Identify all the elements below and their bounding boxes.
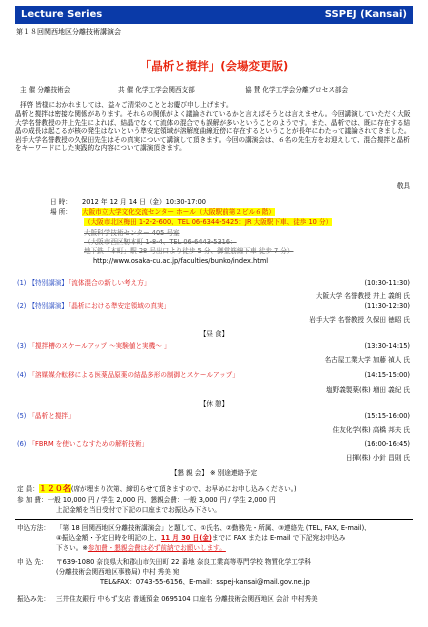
deadline: 11 月 30 日(金) <box>160 534 212 542</box>
program-item-2: (2) 【特別講演】「晶析における準安定領域の真実」 <box>17 302 171 310</box>
meeting-name: 第１８回関西地区分離技術講演会 <box>16 28 121 36</box>
venue-line-1: 大阪市立大学文化交流センター ホール（大阪駅前第２ビル６階） <box>82 208 275 216</box>
intro-paragraph: 晶析と撹拌は密接な関係があります。それらの関係がよく議論されているかと言えばそうとは言えません。今回講演していただく大阪大学名誉教授の井上先生によれば、結晶でなくて流体の混合でも誤解が多いということのようです。また、晶析では、既に存在する結晶の成長は起こるが核の発生はないという準安定領域が溶解度曲線近傍に存在するということが長年にわたって議論されてきました。岩手大学名誉教授の久保田先生はその真実について講演して頂きます。今回の講演会は、６名の先生方をお迎えして、混合撹拌と晶析をキーワードにした実践的な内容について講演頂きます。 <box>15 110 411 153</box>
series-label: Lecture Series <box>21 9 103 20</box>
venue-label: 場 所： <box>50 208 72 216</box>
closing: 敬具 <box>396 182 410 190</box>
program-speaker-5: 住友化学(株) 高橋 邦夫 氏 <box>332 426 410 434</box>
fee-row: 参 加 費：一般 10,000 円 / 学生 2,000 円、懇親会費：一般 3,000 円 / 学生 2,000 円 <box>17 496 276 504</box>
page-title: 「晶析と撹拌」(会場変更版) <box>139 59 289 73</box>
cosponsor-2: 協 賛 化学工学会分離プロセス部会 <box>245 86 349 94</box>
social-gathering: 【懇 親 会】 ※ 別途連絡予定 <box>170 469 258 477</box>
rest-break: 【休 憩】 <box>199 400 229 408</box>
program-time-2: (11:30-12:30) <box>364 302 410 310</box>
program-item-5: (5) 「晶析と撹拌」 <box>17 412 75 420</box>
event-date: 2012 年 12 月 14 日（金）10:30-17:00 <box>82 198 206 206</box>
capacity-value: １２０名 <box>38 484 71 493</box>
lunch-break: 【昼 食】 <box>199 330 229 338</box>
apply-line-3: 下さい。※参加費・懇親会費は必ず前納でお願いします。 <box>56 544 226 552</box>
greeting: 拝啓 皆様におかれましては、益々ご清栄のこととお慶び申し上げます。 <box>20 101 233 109</box>
program-item-6: (6) 「FBRM を使いこなすための解析技術」 <box>17 440 149 448</box>
contact-label: 申 込 先： <box>17 558 48 566</box>
header-banner <box>15 6 413 24</box>
program-speaker-3: 名古屋工業大学 加藤 禎人 氏 <box>324 356 410 364</box>
bank-info: 三井住友銀行 中もず支店 普通預金 0695104 口座名 分離技術会関西地区 会計 中村秀美 <box>56 595 318 603</box>
prepay-note: 参加費・懇親会費は必ず前納でお願いします。 <box>87 544 226 552</box>
apply-line-1: 「第 18 回関西地区分離技術講演会」と題して、①氏名、②勤務先・所属、③連絡先 (TEL, FAX, E-mail)、 <box>56 524 371 532</box>
apply-line-2: ④振込金額・予定日時を明記の上、11 月 30 日(金)までに FAX または E-mail で下記宛お申込み <box>56 534 346 542</box>
contact-line-1: 〒639-1080 奈良県大和郡山市矢田町 22 番地 奈良工業高等専門学校 物質化学工学科 <box>56 558 312 566</box>
program-speaker-4: 塩野義製薬(株) 増田 義紀 氏 <box>326 386 410 394</box>
venue-url[interactable]: http://www.osaka-cu.ac.jp/faculties/bunko/index.html <box>93 257 269 265</box>
contact-line-3[interactable]: TEL&FAX：0743-55-6156、E-mail：sspej-kansai@mail.gov.ne.jp <box>100 578 310 586</box>
program-time-1: (10:30-11:30) <box>364 279 410 287</box>
divider <box>15 519 413 520</box>
program-time-6: (16:00-16:45) <box>364 440 410 448</box>
cosponsor-1: 共 催 化学工学会関西支部 <box>118 86 195 94</box>
old-venue-2: （大阪市西区靭本町 1-8-4、TEL 06-6443-5316： <box>84 238 237 246</box>
fee-note: 上記金額を当日受付で下記の口座までお振込み下さい。 <box>56 506 221 514</box>
venue-line-2: （大阪市北区梅田 1-2-2-600、TEL 06-6344-5425：JR 大阪駅下車、徒歩 10 分） <box>84 218 333 226</box>
organization-label: SSPEJ (Kansai) <box>324 9 407 20</box>
program-item-4: (4) 「溶媒媒介転移による医薬品原薬の結晶多形の制御とスケールアップ」 <box>17 371 239 379</box>
program-speaker-1: 大阪大学 名誉教授 井上 義朗 氏 <box>315 292 410 300</box>
program-time-3: (13:30-14:15) <box>364 342 410 350</box>
program-item-3: (3) 「撹拌槽のスケールアップ ～実験値と実機～ 」 <box>17 342 171 350</box>
contact-line-2: (分離技術会関西地区事務局) 中村 秀美 宛 <box>56 568 180 576</box>
capacity-row: 定 員：１２０名(席が埋まり次第、締切らせて頂きますので、お早めにお申し込みください。) <box>17 484 297 493</box>
date-label: 日 時： <box>50 198 72 206</box>
sponsor: 主 催 分離技術会 <box>20 86 71 94</box>
bank-label: 振込み先： <box>17 595 50 603</box>
program-time-5: (15:15-16:00) <box>364 412 410 420</box>
apply-label: 申込方法： <box>17 524 50 532</box>
old-venue-3: 地下鉄「本町」駅 28 号出口より徒歩 5 分、御堂筋線下車 徒歩 7 分） <box>84 247 294 255</box>
old-venue-1: 大阪科学技術センター 405 号室 <box>84 229 180 237</box>
program-item-1: (1) 【特別講演】「流体混合の新しい考え方」 <box>17 279 151 287</box>
program-time-4: (14:15-15:00) <box>364 371 410 379</box>
program-speaker-6: 日揮(株) 小針 昌則 氏 <box>345 454 410 462</box>
program-speaker-2: 岩手大学 名誉教授 久保田 徳昭 氏 <box>309 316 410 324</box>
